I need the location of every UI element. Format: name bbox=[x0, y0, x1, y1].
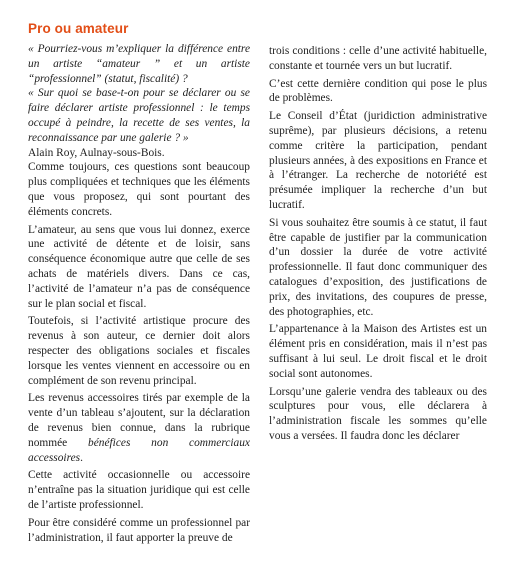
answer-paragraph: Comme toujours, ces questions sont beaucoup plus compliquées et techniques que les éléments que vous proposez, qui sont pourtant des éléments concrets. bbox=[28, 161, 250, 218]
left-column bbox=[28, 42, 250, 548]
answer-paragraph: Pour être considéré comme un professionnel par l’administration, il faut apporter la preuve de bbox=[28, 516, 250, 544]
answer-paragraph: Le Conseil d’État (juridiction administrative suprême), par plusieurs décisions, a retenu comme critère la participation, pendant plusieurs années, à des expositions en France et à l’étranger. La recherche de notoriété est présumée impliquer la recherche d’un but lucratif. bbox=[269, 110, 487, 211]
reader-signature: Alain Roy, Aulnay-sous-Bois. bbox=[28, 146, 165, 159]
answer-paragraph-bnc bbox=[28, 391, 250, 465]
article-title: Pro ou amateur bbox=[28, 21, 129, 36]
answer-paragraph: L’appartenance à la Maison des Artistes est un élément pris en considération, mais il n’est pas suffisant à lui seul. Le droit fiscal et le droit social sont autonomes. bbox=[269, 323, 487, 380]
bnc-text: Les revenus accessoires tirés par exemple de la vente d’un tableau s’ajoutent, sur la déclaration de revenus bien connue, dans la rubrique nommée bbox=[28, 392, 250, 449]
bnc-italic-term: bénéfices non commerciaux accessoires bbox=[28, 436, 250, 464]
reader-question-2: « Sur quoi se base-t-on pour se déclarer ou se faire déclarer artiste professionnel : le temps occupé à peindre, la recette de ses ventes, la reconnaissance par une galerie ? » bbox=[28, 87, 250, 144]
answer-paragraph: Toutefois, si l’activité artistique procure des revenus à son auteur, ce dernier doit alors respecter des obligations sociales et fiscales lorsque les ventes viennent en accessoire ou en complément de son revenu principal. bbox=[28, 315, 250, 387]
reader-question-1: « Pourriez-vous m’expliquer la différence entre un artiste “amateur ” et un artiste “professionnel” (statut, fiscalité) ? bbox=[28, 43, 250, 85]
answer-paragraph: L’amateur, au sens que vous lui donnez, exerce une activité de détente et de loisir, sans conséquence économique autre que celle de ses achats de matériels divers. Dans ce cas, l’activité de l’amateur n’a pas de conséquence sur le plan social et fiscal. bbox=[28, 223, 250, 310]
bnc-text-end: . bbox=[80, 451, 83, 464]
answer-paragraph: trois conditions : celle d’une activité habituelle, constante et tournée vers un but lucratif. bbox=[269, 45, 487, 72]
answer-paragraph: Lorsqu’une galerie vendra des tableaux ou des sculptures pour vous, elle déclarera à l’administration fiscale les sommes qu’elle vous a versées. Il faudra donc les déclarer bbox=[269, 385, 487, 442]
answer-paragraph: Si vous souhaitez être soumis à ce statut, il faut être capable de justifier par la communication d’un dossier la durée de votre activité professionnelle. Il faut donc communiquer des catalogues d’exposition, des justifications de prix, des invitations, des coupures de presse, des photographies, etc. bbox=[269, 216, 487, 318]
answer-paragraph: Cette activité occasionnelle ou accessoire n’entraîne pas la situation juridique qui est celle de l’artiste professionnel. bbox=[28, 469, 250, 511]
right-column bbox=[269, 44, 487, 447]
answer-paragraph: C’est cette dernière condition qui pose le plus de problèmes. bbox=[269, 77, 487, 105]
